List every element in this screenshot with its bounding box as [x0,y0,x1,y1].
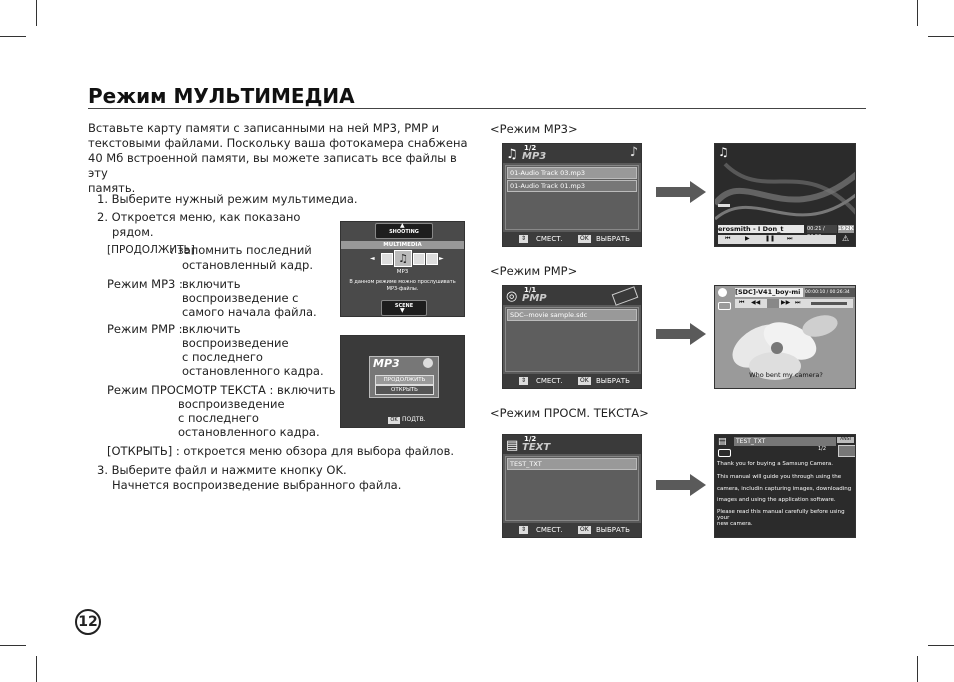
music-swirl-icon: ♪ [629,145,638,160]
text-line: This manual will guide you through using the [717,474,842,480]
list-footer: ⇕ СМЕСТ. OK ВЫБРАТЬ [503,374,641,388]
list-item[interactable]: 01-Audio Track 03.mp3 [507,167,637,179]
list-footer: ⇕ СМЕСТ. OK ВЫБРАТЬ [503,232,641,246]
text-mode-desc: воспроизведение [178,397,285,411]
track-time: 00:21 / [807,225,837,233]
shooting-tab: SHOOTING [375,223,433,239]
step-1: 1. Выберите нужный режим мультимедиа. [97,192,358,206]
play-button[interactable]: ▶ [745,235,750,242]
mp3-list-screen [502,143,642,247]
updown-icon: ⇕ [521,526,527,533]
text-line: Please read this manual carefully before using your [717,509,845,521]
updown-icon: ⇕ [521,235,527,242]
bitrate: 192K [838,226,854,232]
crop-mark [928,645,954,646]
intro-text: Вставьте карту памяти с записанными на ней MP3, PMP и текстовыми файлами. Поскольку ваша фотокамера снабжена 40 Мб встроенной памяти, вы можете записать все файлы в эту память. [88,121,468,195]
prev-button[interactable]: ⏮ [725,235,731,242]
file-list [505,165,639,230]
caption-mp3: <Режим MP3> [490,122,578,136]
down-icon: ▼ [400,307,405,314]
pause-button[interactable]: ❚❚ [765,235,776,242]
crop-mark [0,36,26,37]
caption-text: <Режим ПРОСМ. ТЕКСТА> [490,406,649,420]
step-3-cont: Начнется воспроизведение выбранного файла. [112,478,402,492]
next-button[interactable]: ⏭ [787,235,793,242]
option-continue[interactable]: ПРОДОЛЖИТЬ [375,375,434,385]
page-title: Режим МУЛЬТИМЕДИА [88,84,355,108]
forward-button[interactable]: ▶▶ [781,299,791,306]
text-filename: TEST_TXT [734,437,836,446]
multimedia-band: MULTIMEDIA [341,241,464,249]
warning-icon: ⚠ [842,234,850,243]
battery-icon [718,449,731,457]
text-line: new camera. [717,521,753,527]
battery-icon [718,302,731,310]
up-icon: ▲ [400,222,405,229]
list-header: ▤ 1/2 TEXT [503,435,641,454]
step-2: 2. Откроется меню, как показано [97,210,301,224]
list-item[interactable]: SDC--movie sample.sdc [507,309,637,321]
text-line: images and using the application software. [717,497,836,503]
crop-mark [36,0,37,26]
right-arrow-icon [656,181,706,203]
pmp-desc: воспроизведение [182,336,289,350]
updown-icon: ⇕ [521,377,527,384]
list-item[interactable]: TEST_TXT [507,458,637,470]
mp3-desc: воспроизведение с [182,291,299,305]
list-item[interactable]: 01-Audio Track 01.mp3 [507,180,637,192]
title-rule [88,108,866,109]
text-viewer-screen [714,434,856,538]
text-list-screen [502,434,642,538]
headphones-icon [423,358,433,368]
multimedia-menu-screen [340,221,465,317]
crop-mark [917,0,918,26]
page-number: 12 [75,609,101,635]
document-icon: ▤ [506,438,519,453]
step-3: 3. Выберите файл и нажмите кнопку OK. [97,463,347,477]
list-footer: ⇕ СМЕСТ. OK ВЫБРАТЬ [503,523,641,537]
left-arrow-icon: ◄ [370,255,375,262]
file-list [505,456,639,521]
track-name: erosmith - I Don_t [718,225,804,233]
list-header: ◎ 1/1 PMP [503,286,641,305]
pmp-time: 00:00:10 / 00:26:34 [805,288,855,297]
file-list [505,307,639,372]
option-open[interactable]: ОТКРЫТЬ [375,385,434,395]
right-arrow-icon [656,323,706,345]
pmp-filename: [SDC]-V41_boy-mi [735,288,803,297]
rewind-button[interactable]: ◀◀ [751,299,761,306]
pmp-desc: включить [182,322,241,336]
mode-desc: MP3-файлы. [386,286,419,292]
crop-mark [0,645,26,646]
player-controls [718,235,836,244]
prev-button[interactable]: ⏮ [739,299,745,306]
music-note-icon: ♫ [506,147,518,162]
music-note-icon: ♫ [718,145,729,159]
volume-bar [718,204,730,207]
mp3-player-screen [714,143,856,247]
scroll-bar[interactable] [838,445,856,457]
text-mode-desc: остановленного кадра. [178,425,320,439]
pmp-desc: с последнего [182,350,263,364]
list-header: ♫ 1/2 MP3 ♪ [503,144,641,163]
confirm-label: ПОДТВ. [402,416,426,423]
mp3-logo: MP3 [373,357,400,370]
film-reel-icon: ◎ [506,289,518,304]
film-strip-icon [612,286,639,305]
document-icon: ▤ [718,437,727,447]
text-line: camera, includin capturing images, downloading [717,486,852,492]
pmp-player-screen [714,285,856,389]
slideshow-icon [381,253,393,265]
text-mode-desc: с последнего [178,411,259,425]
text-line: Thank you for buying a Samsung Camera. [717,461,834,467]
music-note-icon: ♫ [394,250,412,267]
scene-tab: SCENE [381,300,427,316]
pause-button[interactable] [767,299,779,308]
subtitle: Who bent my camera? [749,371,823,379]
encoding-badge: ANSI [837,437,854,443]
step-2-cont: рядом. [112,225,154,239]
mp3-desc: самого начала файла. [182,305,317,319]
crop-mark [917,656,918,682]
continue-desc: остановленный кадр. [182,258,314,272]
right-arrow-icon: ► [439,255,444,262]
pmp-desc: остановленного кадра. [182,364,324,378]
text-icon [413,253,425,265]
caption-pmp: <Режим PMP> [490,264,578,278]
volume-bar[interactable] [811,302,847,305]
ok-key: OK [388,417,400,424]
right-arrow-icon [656,474,706,496]
text-mode-key: Режим ПРОСМОТР ТЕКСТА : включить [107,383,336,397]
pmp-key: Режим PMP : [107,322,183,336]
resume-screen [340,335,465,428]
next-button[interactable]: ⏭ [795,299,801,306]
open-desc: [ОТКРЫТЬ] : откроется меню обзора для выбора файлов. [107,444,455,458]
mode-desc: В данном режиме можно прослушивать [349,279,456,285]
mp3-desc: включить [182,277,241,291]
text-page: 1/2 [818,446,827,452]
mode-label: MP3 [396,269,409,275]
mp3-key: Режим MP3 : [107,277,183,291]
crop-mark [36,656,37,682]
film-icon [426,253,438,265]
continue-desc: : запомнить последний [170,243,312,257]
continue-key: [ПРОДОЛЖИТЬ] [107,244,195,256]
pmp-list-screen [502,285,642,389]
film-reel-icon [718,288,727,297]
crop-mark [928,36,954,37]
